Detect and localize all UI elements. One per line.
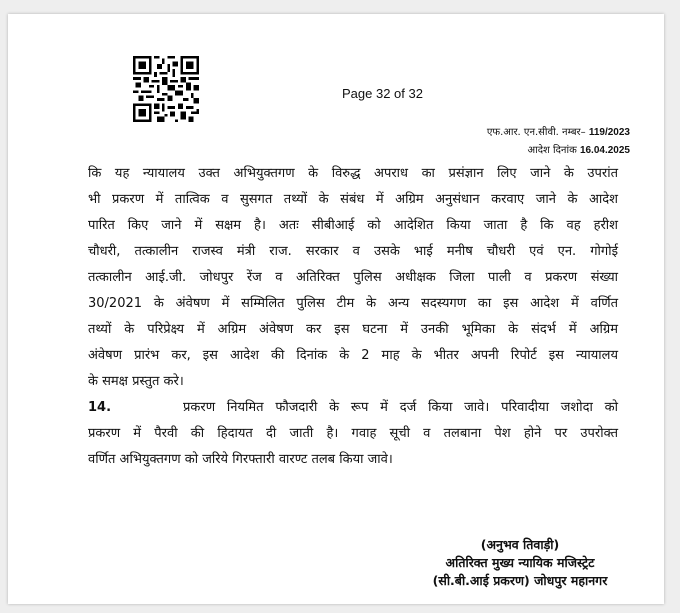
paragraph-line: वर्णित अभियुक्तगण को जरिये गिरफ्तारी वारण्ट तलब किया जावे। — [88, 452, 393, 467]
signatory-court: (सी.बी.आई प्रकरण) जोधपुर महानगर — [432, 573, 608, 588]
order-date: 16.04.2025 — [579, 145, 630, 156]
paragraph-line: प्रकरण नियमित फौजदारी के रूप में दर्ज किया जावे। परिवादीया जशोदा को — [183, 400, 618, 415]
body-line: अंवेषण प्रारंभ कर, इस आदेश की दिनांक के 2 माह के भीतर अपनी रिपोर्ट इस न्यायालय — [88, 348, 618, 363]
body-line: पारित किए जाने में सक्षम है। अतः सीबीआई को आदेशित किया जाता है कि वह हरीश — [88, 218, 618, 233]
page-number: Page 32 of 32 — [342, 86, 423, 101]
document-page — [8, 14, 664, 604]
order-date-line — [528, 142, 630, 156]
body-line: 30/2021 के अंवेषण में सम्मिलित पुलिस टीम के अन्य सदस्यगण का इस आदेश में वर्णित — [88, 296, 618, 311]
order-body — [88, 161, 618, 473]
signatory-designation: अतिरिक्त मुख्य न्यायिक मजिस्ट्रेट — [445, 555, 595, 570]
body-line: भी प्रकरण में तात्विक व सुसगत तथ्यों के संबंध में अग्रिम अनुसंधान करवाए जाने के आदेश — [88, 192, 618, 207]
paragraph-line: प्रकरण में पैरवी की हिदायत दी जाती है। गवाह सूची व तलबाना पेश होने पर उपरोक्त — [88, 426, 618, 441]
body-line: तथ्यों के परिप्रेक्ष्य में अग्रिम अंवेषण कर इस घटना में उनकी भूमिका के संदर्भ में अग्रिम — [88, 322, 618, 337]
paragraph-14-first-line — [88, 395, 618, 421]
body-line: के समक्ष प्रस्तुत करे। — [88, 374, 184, 389]
case-label: एफ.आर. एन.सीवी. नम्बर– — [486, 127, 586, 138]
case-reference — [487, 124, 630, 138]
body-line: चौधरी, तत्कालीन राजस्व मंत्री राज. सरकार व उसके भाई मनीष चौधरी एवं एन. गोगोई — [88, 244, 618, 259]
qr-code-icon — [133, 56, 199, 122]
signatory-name: (अनुभव तिवाड़ी) — [480, 537, 560, 552]
order-label: आदेश दिनांक — [527, 145, 577, 156]
signature-block — [390, 536, 650, 590]
body-line: तत्कालीन आई.जी. जोधपुर रेंज व अतिरिक्त पुलिस अधीक्षक जिला पाली व प्रकरण संख्या — [88, 270, 618, 285]
paragraph-number: 14. — [88, 400, 112, 415]
body-line: कि यह न्यायालय उक्त अभियुक्तगण के विरुद्ध अपराध का प्रसंज्ञान लिए जाने के उपरांत — [88, 166, 618, 181]
case-number: 119/2023 — [588, 127, 630, 138]
